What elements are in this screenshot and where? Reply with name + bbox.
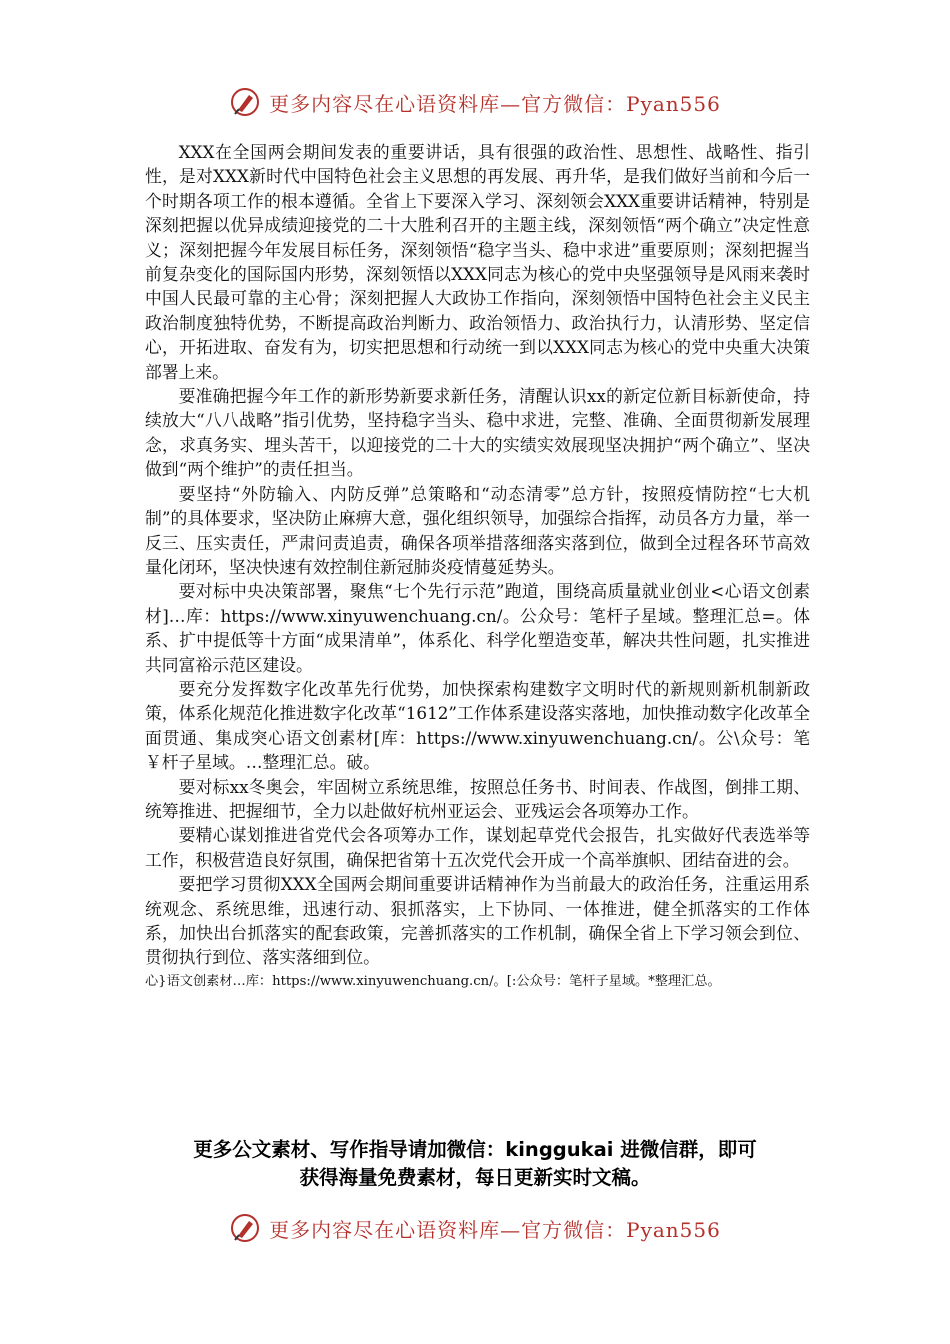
paragraph-5: 要充分发挥数字化改革先行优势，加快探索构建数字文明时代的新规则新机制新政策，体系化规范化推进数字化改革“1612”工作体系建设落实落地，加快推动数字化改革全面贯通、集成突心语文创素材[库：https://www.xinyuwenchuang.cn/。公\众号：笔￥杆子星域。…整理汇总。破。 (145, 678, 810, 773)
header-banner-text: 更多内容尽在心语资料库—官方微信：Pyan556 (269, 91, 721, 116)
footer-banner (0, 1210, 950, 1246)
pen-quill-logo-icon (229, 1212, 261, 1244)
paragraph-1: XXX在全国两会期间发表的重要讲话，具有很强的政治性、思想性、战略性、指引性，是对XXX新时代中国特色社会主义思想的再发展、再升华，是我们做好当前和今后一个时期各项工作的根本遵循。全省上下要深入学习、深刻领会XXX重要讲话精神，特别是深刻把握以优异成绩迎接党的二十大胜利召开的主题主线，深刻领悟“两个确立”决定性意义；深刻把握今年发展目标任务，深刻领悟“稳字当头、稳中求进”重要原则；深刻把握当前复杂变化的国际国内形势，深刻领悟以XXX同志为核心的党中央坚强领导是风雨来袭时中国人民最可靠的主心骨；深刻把握人大政协工作指向，深刻领悟中国特色社会主义民主政治制度独特优势，不断提高政治判断力、政治领悟力、政治执行力，认清形势、坚定信心，开拓进取、奋发有为，切实把思想和行动统一到以XXX同志为核心的党中央重大决策部署上来。 (145, 142, 810, 382)
footer-banner-text: 更多内容尽在心语资料库—官方微信：Pyan556 (269, 1217, 721, 1242)
paragraph-3: 要坚持“外防输入、内防反弹”总策略和“动态清零”总方针，按照疫情防控“七大机制”的具体要求，坚决防止麻痹大意，强化组织领导，加强综合指挥，动员各方力量，举一反三、压实责任，严肃问责追责，确保各项举措落细落实落到位，做到全过程各环节高效量化闭环，坚决快速有效控制住新冠肺炎疫情蔓延势头。 (145, 483, 810, 577)
pen-quill-logo-icon (229, 86, 261, 118)
paragraph-6: 要对标xx冬奥会，牢固树立系统思维，按照总任务书、时间表、作战图，倒排工期、统筹推进、把握细节，全力以赴做好杭州亚运会、亚残运会各项筹办工作。 (145, 776, 810, 821)
paragraph-7: 要精心谋划推进省党代会各项筹办工作，谋划起草党代会报告，扎实做好代表选举等工作，积极营造良好氛围，确保把省第十五次党代会开成一个高举旗帜、团结奋进的会。 (145, 825, 810, 870)
promo-line-1: 更多公文素材、写作指导请加微信：kinggukai 进微信群，即可 (193, 1138, 757, 1161)
paragraph-4: 要对标中央决策部署，聚焦“七个先行示范”跑道，围绕高质量就业创业<心语文创素材]…库：https://www.xinyuwenchuang.cn/。公众号：笔杆子星域。整理汇总=。体系、扩中提低等十方面“成果清单”，体系化、科学化塑造变革，解决共性问题，扎实推进共同富裕示范区建设。 (145, 581, 810, 675)
paragraph-8: 要把学习贯彻XXX全国两会期间重要讲话精神作为当前最大的政治任务，注重运用系统观念、系统思维，迅速行动、狠抓落实，上下协同、一体推进，健全抓落实的工作体系，加快出台抓落实的配套政策，完善抓落实的工作机制，确保全省上下学习领会到位、贯彻执行到位、落实落细到位。 (145, 874, 810, 968)
article-body (145, 140, 810, 994)
source-line: 心}语文创素材…库：https://www.xinyuwenchuang.cn/。[:公众号：笔杆子星域。*整理汇总。 (145, 973, 721, 989)
header-banner (0, 84, 950, 120)
promo-block (120, 1136, 830, 1192)
promo-line-2: 获得海量免费素材，每日更新实时文稿。 (299, 1166, 651, 1189)
paragraph-2: 要准确把握今年工作的新形势新要求新任务，清醒认识xx的新定位新目标新使命，持续放大“八八战略”指引优势，坚持稳字当头、稳中求进，完整、准确、全面贯彻新发展理念，求真务实、埋头苦干，以迎接党的二十大的实绩实效展现坚决拥护“两个确立”、坚决做到“两个维护”的责任担当。 (145, 386, 810, 480)
